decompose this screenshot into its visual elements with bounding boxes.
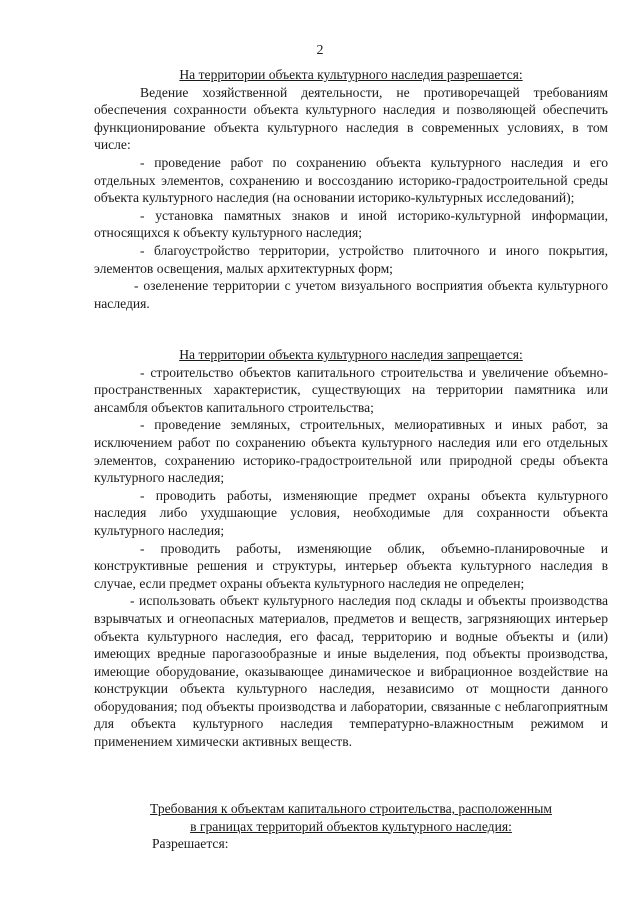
section-allowed — [94, 66, 608, 312]
prohibited-item: - проводить работы, изменяющие облик, объемно-планировочные и конструктивные решения и структуры, интерьер объекта культурного наследия в случае, если предмет охраны объекта культурного наследия не определен; — [94, 540, 608, 591]
section-allowed-heading: На территории объекта культурного наследия разрешается: — [179, 67, 523, 82]
prohibited-item: - проведение земляных, строительных, мелиоративных и иных работ, за исключением работ по сохранению объекта культурного наследия или его отдельных элементов, сохранению историко-градостроительной или природной среды объекта культурного наследия; — [94, 417, 608, 486]
allowed-item: - проведение работ по сохранению объекта культурного наследия и его отдельных элементов, сохранению и воссозданию историко-градостроительной среды объекта культурного наследия (на основании историко-культурных исследований); — [94, 154, 608, 206]
allowed-item: - установка памятных знаков и иной историко-культурной информации, относящихся к объекту культурного наследия; — [94, 207, 608, 241]
section-requirements-heading-line1: Требования к объектам капитального строительства, расположенным — [150, 801, 552, 816]
section-prohibited — [94, 346, 608, 751]
section-prohibited-heading: На территории объекта культурного наследия запрещается: — [179, 347, 523, 362]
prohibited-item: - использовать объект культурного наследия под склады и объекты производства взрывчатых и огнеопасных материалов, предметов и веществ, загрязняющих интерьер объекта культурного наследия, его фасад, территорию и водные объекты и (или) имеющих вредные парогазообразные и иные выделения, под объекты производства, имеющие оборудование, оказывающее динамическое и вибрационное воздействие на конструкции объекта культурного наследия, независимо от мощности данного оборудования; под объекты производства и лаборатории, связанные с неблагоприятным для объекта культурного наследия температурно-влажностным режимом и применением химически активных веществ. — [94, 593, 608, 750]
section-allowed-intro: Ведение хозяйственной деятельности, не противоречащей требованиям обеспечения сохранности объекта культурного наследия и позволяющей обеспечить функционирование объекта культурного наследия в современных условиях, в том числе: — [94, 84, 608, 153]
prohibited-item: - проводить работы, изменяющие предмет охраны объекта культурного наследия либо ухудшающие условия, необходимые для сохранности объекта культурного наследия; — [94, 487, 608, 538]
page-number: 2 — [316, 43, 324, 58]
section-requirements — [94, 800, 608, 853]
section-requirements-heading-line2: в границах территорий объектов культурного наследия: — [190, 818, 512, 834]
allowed-item: - благоустройство территории, устройство плиточного и иного покрытия, элементов освещения, малых архитектурных форм; — [94, 242, 608, 276]
section-requirements-subheading: Разрешается: — [152, 836, 229, 852]
allowed-item: - озеленение территории с учетом визуального восприятия объекта культурного наследия. — [94, 278, 608, 311]
prohibited-item: - строительство объектов капитального строительства и увеличение объемно-пространственных характеристик, существующих на территории памятника или ансамбля объектов капитального строительства; — [94, 364, 608, 415]
